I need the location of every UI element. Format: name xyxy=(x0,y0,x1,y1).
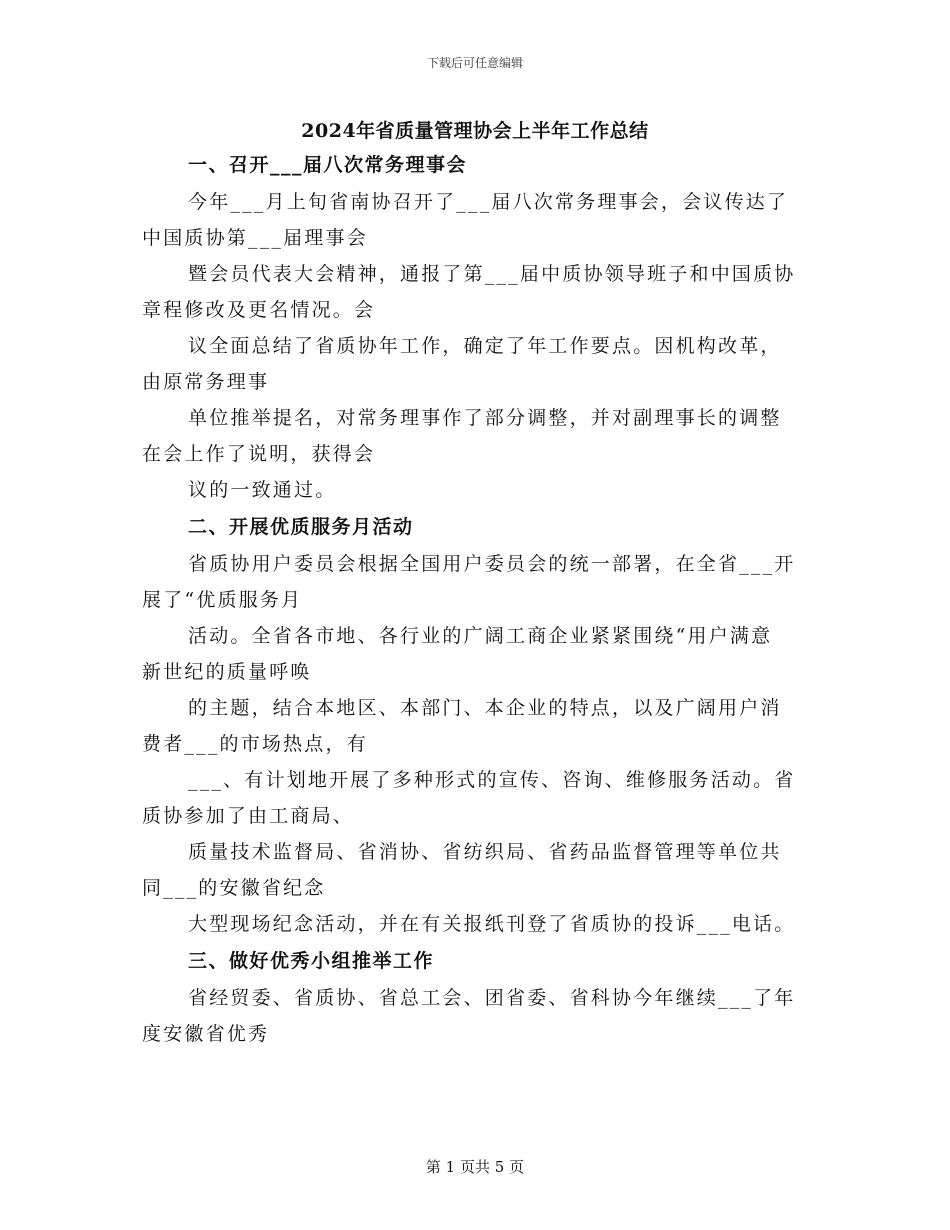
page-footer: 第 1 页共 5 页 xyxy=(425,1158,525,1176)
header-note: 下载后可任意编辑 xyxy=(426,56,523,70)
paragraph-line: 质量技术监督局、省消协、省纺织局、省药品监督管理等单位共 xyxy=(188,841,782,863)
paragraph-line: 由原常务理事 xyxy=(142,371,270,393)
paragraph-line: 的主题，结合本地区、本部门、本企业的特点，以及广阔用户消 xyxy=(188,697,782,719)
paragraph-line: 议全面总结了省质协年工作，确定了年工作要点。因机构改革， xyxy=(188,335,782,357)
paragraph-line: 单位推举提名，对常务理事作了部分调整，并对副理事长的调整 xyxy=(188,407,782,429)
paragraph-line: 议的一致通过。 xyxy=(188,479,337,501)
paragraph-line: 暨会员代表大会精神，通报了第___届中质协领导班子和中国质协 xyxy=(188,263,796,285)
document-title: 2024年省质量管理协会上半年工作总结 xyxy=(301,120,649,142)
paragraph-line: 中国质协第___届理事会 xyxy=(142,227,368,249)
paragraph-line: 今年___月上旬省南协召开了___届八次常务理事会，会议传达了 xyxy=(188,191,789,213)
document-body xyxy=(142,146,812,1052)
paragraph-line: ___、有计划地开展了多种形式的宣传、咨询、维修服务活动。省 xyxy=(188,769,796,791)
paragraph-line: 活动。全省各市地、各行业的广阔工商企业紧紧围绕“用户满意 xyxy=(188,625,773,647)
paragraph-line: 在会上作了说明，获得会 xyxy=(142,443,376,465)
section-heading: 一、召开___届八次常务理事会 xyxy=(188,154,468,176)
paragraph-line: 同___的安徽省纪念 xyxy=(142,877,326,899)
paragraph-line: 费者___的市场热点，有 xyxy=(142,733,368,755)
paragraph-line: 省质协用户委员会根据全国用户委员会的统一部署，在全省___开 xyxy=(188,553,796,575)
paragraph-line: 新世纪的质量呼唤 xyxy=(142,661,312,683)
paragraph-line: 展了“优质服务月 xyxy=(142,589,303,611)
paragraph-line: 大型现场纪念活动，并在有关报纸刊登了省质协的投诉___电话。 xyxy=(188,913,796,935)
section-heading: 二、开展优质服务月活动 xyxy=(188,516,414,538)
paragraph-line: 章程修改及更名情况。会 xyxy=(142,299,376,321)
paragraph-line: 省经贸委、省质协、省总工会、团省委、省科协今年继续___了年 xyxy=(188,987,796,1009)
section-heading: 三、做好优秀小组推举工作 xyxy=(188,950,435,972)
paragraph-line: 度安徽省优秀 xyxy=(142,1023,270,1045)
paragraph-line: 质协参加了由工商局、 xyxy=(142,805,355,827)
